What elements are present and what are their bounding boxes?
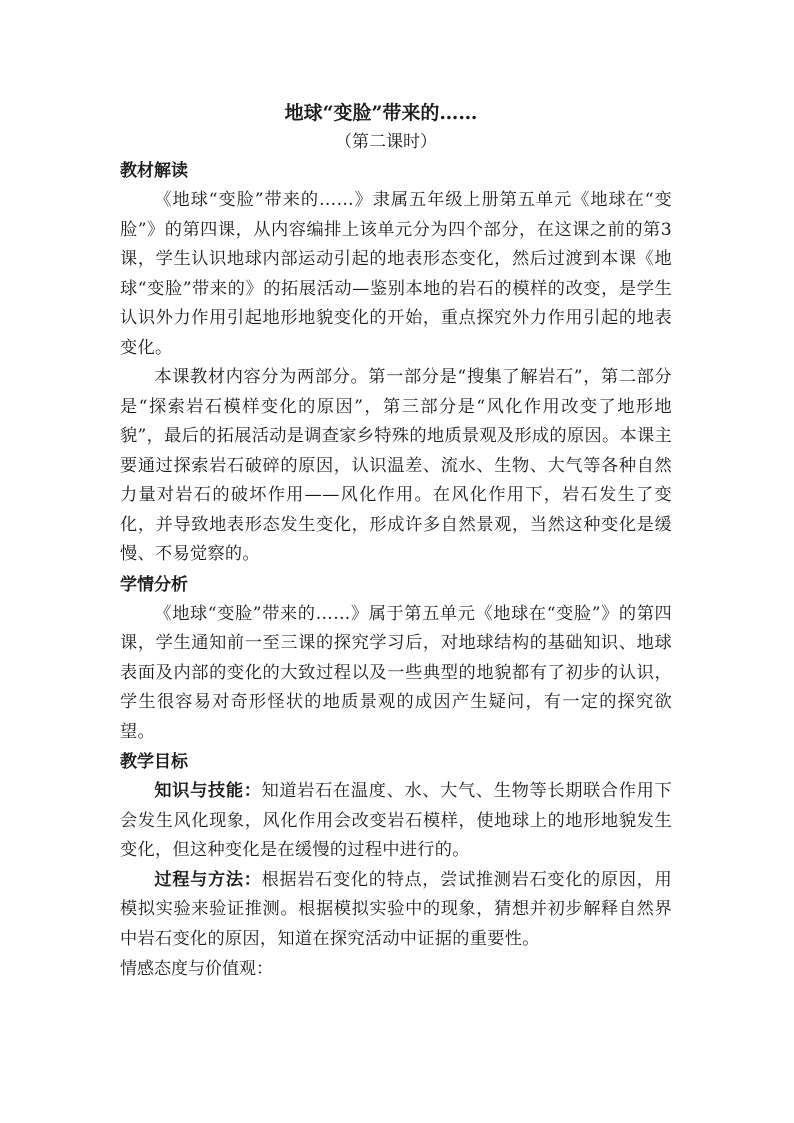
goal-process	[120, 866, 672, 955]
section-heading-goals: 教学目标	[120, 752, 188, 772]
goal-label: 过程与方法：	[154, 869, 262, 890]
goal-text: 根据岩石变化的特点，尝试推测岩石变化的原因，用模拟实验来验证推测。根据模拟实验中的现象，猜想并初步解释自然界中岩石变化的原因，知道在探究活动中证据的重要性。	[120, 869, 672, 949]
document-subtitle: （第二课时）	[335, 132, 437, 152]
paragraph: 《地球“变脸”带来的……》属于第五单元《地球在“变脸”》的第四课，学生通知前一至三课的探究学习后，对地球结构的基础知识、地球表面及内部的变化的大致过程以及一些典型的地貌都有了初步的认识，学生很容易对奇形怪状的地质景观的成因产生疑问，有一定的探究欲望。	[120, 603, 672, 742]
goal-knowledge	[120, 777, 672, 866]
goal-text: 知道岩石在温度、水、大气、生物等长期联合作用下会发生风化现象，风化作用会改变岩石模样，使地球上的地形地貌发生变化，但这种变化是在缓慢的过程中进行的。	[120, 781, 672, 860]
goal-attitude-label: 情感态度与价值观：	[120, 959, 273, 979]
section-heading-students: 学情分析	[120, 574, 188, 595]
document-page	[120, 98, 672, 984]
paragraph: 本课教材内容分为两部分。第一部分是“搜集了解岩石”，第二部分是“探索岩石模样变化的原因”，第三部分是“风化作用改变了地形地貌”，最后的拓展活动是调查家乡特殊的地质景观及形成的原因。本课主要通过探索岩石破碎的原因，认识温差、流水、生物、大气等各种自然力量对岩石的破坏作用——风化作用。在风化作用下，岩石发生了变化，并导致地表形态发生变化，形成许多自然景观，当然这种变化是缓慢、不易觉察的。	[120, 367, 672, 564]
paragraph: 《地球“变脸”带来的……》隶属五年级上册第五单元《地球在“变脸”》的第四课，从内容编排上该单元分为四个部分，在这课之前的第3课，学生认识地球内部运动引起的地表形态变化，然后过渡到本课《地球“变脸”带来的》的拓展活动—鉴别本地的岩石的模样的改变，是学生认识外力作用引起地形地貌变化的开始，重点探究外力作用引起的地表变化。	[120, 190, 672, 358]
document-title: 地球“变脸”带来的……	[284, 102, 478, 124]
goal-label: 知识与技能：	[154, 781, 262, 801]
section-heading-textbook: 教材解读	[120, 161, 188, 181]
